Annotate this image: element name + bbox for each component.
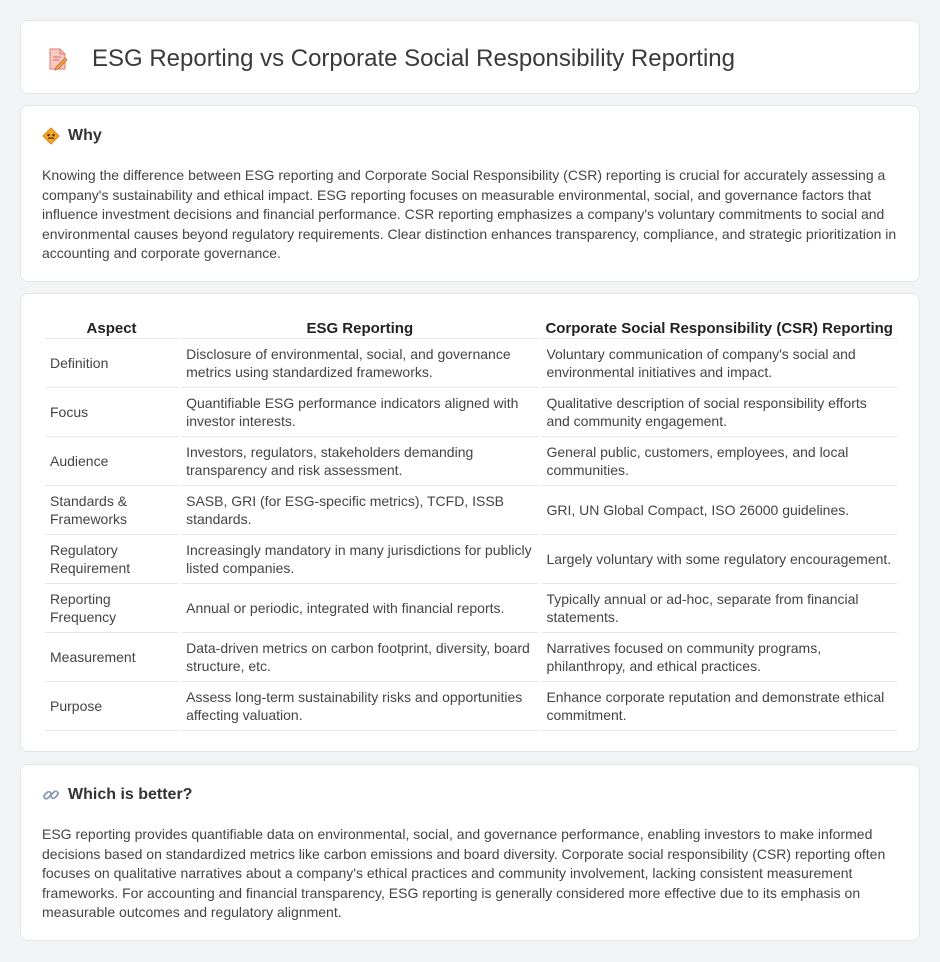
row-esg: Investors, regulators, stakeholders demanding transparency and risk assessment.	[181, 437, 538, 486]
table-header-row	[45, 314, 897, 339]
comparison-section	[20, 293, 920, 752]
row-aspect: Reporting Frequency	[45, 584, 178, 633]
table-row	[45, 633, 897, 682]
better-text: ESG reporting provides quantifiable data on environmental, social, and governance performance, enabling investors to make informed decisions based on standardized metrics like carbon emissions and board diversity. Corporate social responsibility (CSR) reporting often focuses on qualitative narratives about a company's ethical practices and community involvement, lacking consistent measurement frameworks. For accounting and financial transparency, ESG reporting is generally considered more effective due to its emphasis on measurable outcomes and regulatory alignment.	[42, 826, 886, 921]
document-pencil-icon	[47, 47, 69, 71]
row-esg: Disclosure of environmental, social, and governance metrics using standardized frameworks.	[181, 339, 538, 388]
why-heading	[42, 126, 102, 146]
table-row	[45, 584, 897, 633]
row-esg: Data-driven metrics on carbon footprint, diversity, board structure, etc.	[181, 633, 538, 682]
row-esg: Increasingly mandatory in many jurisdictions for publicly listed companies.	[181, 535, 538, 584]
row-csr: Enhance corporate reputation and demonstrate ethical commitment.	[541, 682, 897, 731]
row-csr: Typically annual or ad-hoc, separate from financial statements.	[541, 584, 897, 633]
why-title: Why	[68, 127, 102, 144]
row-aspect: Audience	[45, 437, 178, 486]
row-esg: Assess long-term sustainability risks and opportunities affecting valuation.	[181, 682, 538, 731]
better-title: Which is better?	[68, 786, 193, 803]
header-card	[20, 20, 920, 94]
table-row	[45, 339, 897, 388]
header-esg: ESG Reporting	[181, 314, 538, 339]
row-aspect: Regulatory Requirement	[45, 535, 178, 584]
comparison-table	[42, 314, 900, 731]
link-icon	[42, 786, 60, 804]
row-esg: Annual or periodic, integrated with financial reports.	[181, 584, 538, 633]
table-row	[45, 388, 897, 437]
table-row	[45, 682, 897, 731]
row-aspect: Purpose	[45, 682, 178, 731]
better-heading	[42, 785, 192, 805]
row-csr: Narratives focused on community programs, philanthropy, and ethical practices.	[541, 633, 897, 682]
diamond-sign-icon	[42, 127, 60, 145]
which-is-better-section	[20, 764, 920, 941]
row-csr: Largely voluntary with some regulatory encouragement.	[541, 535, 897, 584]
row-aspect: Focus	[45, 388, 178, 437]
row-csr: General public, customers, employees, and local communities.	[541, 437, 897, 486]
why-section	[20, 105, 920, 282]
header-csr: Corporate Social Responsibility (CSR) Reporting	[541, 314, 897, 339]
table-row	[45, 535, 897, 584]
why-text: Knowing the difference between ESG reporting and Corporate Social Responsibility (CSR) reporting is crucial for accurately assessing a company's sustainability and ethical impact. ESG reporting focuses on measurable environmental, social, and governance factors that influence investment decisions and financial performance. CSR reporting emphasizes a company's voluntary commitments to social and environmental causes beyond regulatory requirements. Clear distinction enhances transparency, compliance, and strategic prioritization in accounting and corporate governance.	[42, 167, 897, 262]
row-aspect: Measurement	[45, 633, 178, 682]
table-row	[45, 486, 897, 535]
header-aspect: Aspect	[45, 314, 178, 339]
table-row	[45, 437, 897, 486]
row-csr: Qualitative description of social responsibility efforts and community engagement.	[541, 388, 897, 437]
row-aspect: Standards & Frameworks	[45, 486, 178, 535]
page-title: ESG Reporting vs Corporate Social Responsibility Reporting	[92, 45, 735, 72]
row-csr: Voluntary communication of company's social and environmental initiatives and impact.	[541, 339, 897, 388]
row-csr: GRI, UN Global Compact, ISO 26000 guidelines.	[541, 486, 897, 535]
row-esg: Quantifiable ESG performance indicators aligned with investor interests.	[181, 388, 538, 437]
row-aspect: Definition	[45, 339, 178, 388]
row-esg: SASB, GRI (for ESG-specific metrics), TCFD, ISSB standards.	[181, 486, 538, 535]
